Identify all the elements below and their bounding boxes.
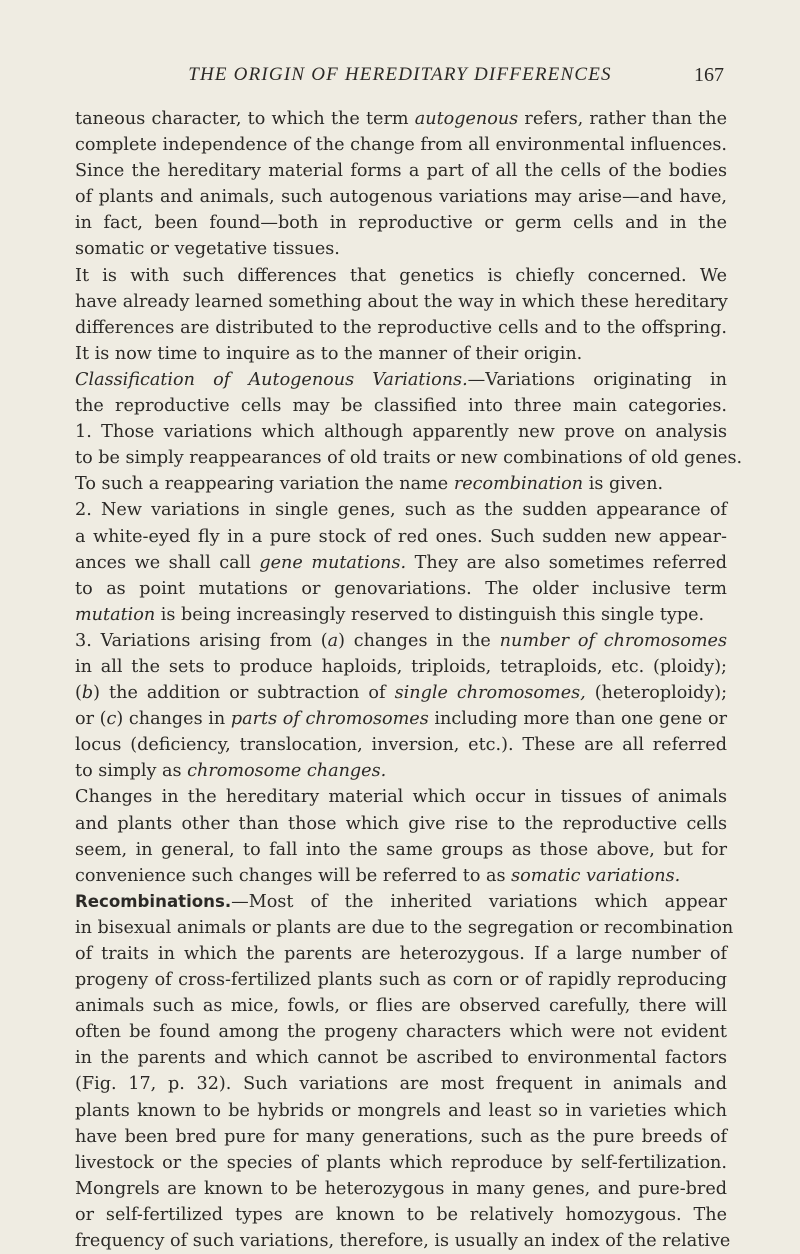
- text-run: or (: [75, 709, 107, 730]
- text-run: —Most of the inherited variations which appear: [231, 891, 727, 912]
- text-run: a: [327, 630, 339, 651]
- text-run: 2. New variations in single genes, such as the sudden appearance of: [75, 500, 727, 521]
- text-line: [75, 1124, 727, 1150]
- text-run: They are also sometimes referred: [406, 552, 727, 573]
- text-run: Classification of Autogenous Variations.: [75, 369, 468, 390]
- text-run: seem, in general, to fall into the same groups as those above, but for: [75, 839, 727, 860]
- text-run: Mongrels are known to be heterozygous in many genes, and pure-bred: [75, 1178, 727, 1199]
- text-line: [75, 184, 727, 210]
- text-run: convenience such changes will be referred to as: [75, 865, 512, 886]
- text-line: [75, 210, 727, 236]
- text-run: 3. Variations arising from (: [75, 630, 328, 651]
- text-run: ) changes in the: [338, 630, 500, 651]
- text-line: [75, 1019, 727, 1045]
- text-run: It is now time to inquire as to the manner of their origin.: [75, 343, 583, 364]
- text-line: [75, 1071, 727, 1097]
- text-line: [75, 1228, 731, 1254]
- text-line: [75, 602, 727, 628]
- text-run: in the parents and which cannot be ascribed to environmental factors: [75, 1048, 727, 1069]
- text-run: in fact, been found—both in reproductive or germ cells and in the: [75, 213, 727, 234]
- text-line: [75, 915, 734, 941]
- text-run: to as point mutations or genovariations. The older inclusive term: [75, 578, 727, 599]
- text-line: [75, 497, 727, 523]
- text-run: complete independence of the change from all environmental influences.: [75, 135, 728, 156]
- text-run: to simply as: [75, 761, 188, 782]
- text-run: Recombinations.: [75, 891, 232, 911]
- text-run: plants known to be hybrids or mongrels and least so in varieties which: [75, 1100, 727, 1121]
- text-run: (: [75, 683, 82, 704]
- text-run: It is with such differences that genetics is chiefly concerned. We: [75, 265, 727, 286]
- text-line: [75, 524, 727, 550]
- text-run: —Variations originating in: [467, 369, 727, 390]
- text-line: [75, 315, 727, 341]
- text-line: [75, 706, 727, 732]
- text-run: gene mutations.: [259, 552, 407, 573]
- text-run: mutation: [75, 604, 156, 625]
- text-line: [75, 889, 727, 915]
- text-run: parts of chromosomes: [230, 709, 429, 730]
- text-line: [75, 393, 727, 419]
- text-run: ances we shall call: [75, 552, 260, 573]
- text-line: [75, 654, 727, 680]
- text-run: ) changes in: [116, 709, 231, 730]
- text-line: [75, 236, 727, 262]
- text-run: c: [106, 709, 117, 730]
- text-run: chromosome changes.: [187, 761, 387, 782]
- text-run: To such a reappearing variation the name: [75, 474, 454, 495]
- text-run: somatic variations.: [511, 865, 681, 886]
- text-run: have been bred pure for many generations, such as the pure breeds of: [75, 1126, 727, 1147]
- running-title: THE ORIGIN OF HEREDITARY DIFFERENCES: [188, 64, 612, 85]
- text-line: [75, 550, 727, 576]
- text-run: Changes in the hereditary material which occur in tissues of animals: [75, 787, 727, 808]
- text-line: [75, 837, 727, 863]
- text-line: [75, 784, 727, 810]
- text-run: autogenous: [414, 109, 519, 129]
- text-line: [75, 811, 727, 837]
- text-run: a white-eyed fly in a pure stock of red ones. Such sudden new appear-: [75, 526, 727, 547]
- text-run: is being increasingly reserved to distinguish this single type.: [155, 604, 705, 625]
- text-run: single chromosomes,: [394, 683, 586, 704]
- text-run: (Fig. 17, p. 32). Such variations are most frequent in animals and: [75, 1074, 727, 1095]
- body-text: [75, 106, 743, 1254]
- text-line: [75, 289, 727, 315]
- text-line: [75, 341, 727, 367]
- text-line: [75, 419, 727, 445]
- text-line: [75, 576, 727, 602]
- text-run: including more than one gene or: [428, 709, 727, 730]
- text-line: [75, 628, 727, 654]
- text-run: or self-fertilized types are known to be relatively homozygous. The: [75, 1204, 727, 1225]
- text-run: often be found among the progeny characters which were not evident: [75, 1022, 727, 1043]
- text-run: is given.: [583, 474, 664, 495]
- text-line: [75, 732, 727, 758]
- text-line: [75, 106, 727, 132]
- text-run: in bisexual animals or plants are due to the segregation or recombination: [75, 917, 734, 938]
- text-run: progeny of cross-fertilized plants such as corn or of rapidly reproducing: [75, 970, 727, 991]
- text-run: animals such as mice, fowls, or flies are observed carefully, there will: [75, 996, 727, 1017]
- text-run: frequency of such variations, therefore, is usually an index of the relative: [75, 1231, 731, 1252]
- text-run: recombination: [453, 474, 584, 495]
- text-line: [75, 471, 727, 497]
- text-line: [75, 445, 743, 471]
- text-line: [75, 967, 727, 993]
- text-line: [75, 367, 727, 393]
- text-line: [75, 1150, 727, 1176]
- text-run: b: [81, 683, 94, 704]
- text-run: of plants and animals, such autogenous variations may arise—and have,: [75, 187, 727, 208]
- page-header: [0, 62, 800, 92]
- text-line: [75, 680, 727, 706]
- text-run: to be simply reappearances of old traits or new combinations of old genes.: [75, 448, 743, 469]
- text-run: taneous character, to which the term: [75, 109, 415, 129]
- text-line: [75, 132, 727, 158]
- text-run: have already learned something about the way in which these hereditary: [75, 291, 728, 312]
- text-line: [75, 1098, 727, 1124]
- text-run: in all the sets to produce haploids, triploids, tetraploids, etc. (ploidy);: [75, 656, 727, 677]
- text-run: number of chromosomes: [499, 630, 728, 651]
- text-run: differences are distributed to the reproductive cells and to the offspring.: [75, 317, 727, 338]
- text-run: refers, rather than the: [518, 109, 727, 129]
- text-run: and plants other than those which give rise to the reproductive cells: [75, 813, 727, 834]
- text-run: the reproductive cells may be classified into three main categories.: [75, 396, 727, 417]
- text-run: somatic or vegetative tissues.: [75, 239, 340, 260]
- text-line: [75, 1045, 727, 1071]
- text-line: [75, 1202, 727, 1228]
- text-line: [75, 863, 727, 889]
- text-run: 1. Those variations which although apparently new prove on analysis: [75, 422, 727, 443]
- text-run: (heteroploidy);: [585, 683, 727, 704]
- text-line: [75, 158, 727, 184]
- text-line: [75, 263, 727, 289]
- text-line: [75, 993, 727, 1019]
- text-line: [75, 1176, 727, 1202]
- text-line: [75, 941, 727, 967]
- text-run: ) the addition or subtraction of: [93, 683, 395, 704]
- text-line: [75, 758, 727, 784]
- text-run: livestock or the species of plants which reproduce by self-fertilization.: [75, 1152, 727, 1173]
- text-run: Since the hereditary material forms a part of all the cells of the bodies: [75, 161, 727, 182]
- text-run: locus (deficiency, translocation, inversion, etc.). These are all referred: [75, 735, 727, 756]
- text-run: of traits in which the parents are heterozygous. If a large number of: [75, 944, 727, 964]
- page-number: 167: [694, 64, 724, 86]
